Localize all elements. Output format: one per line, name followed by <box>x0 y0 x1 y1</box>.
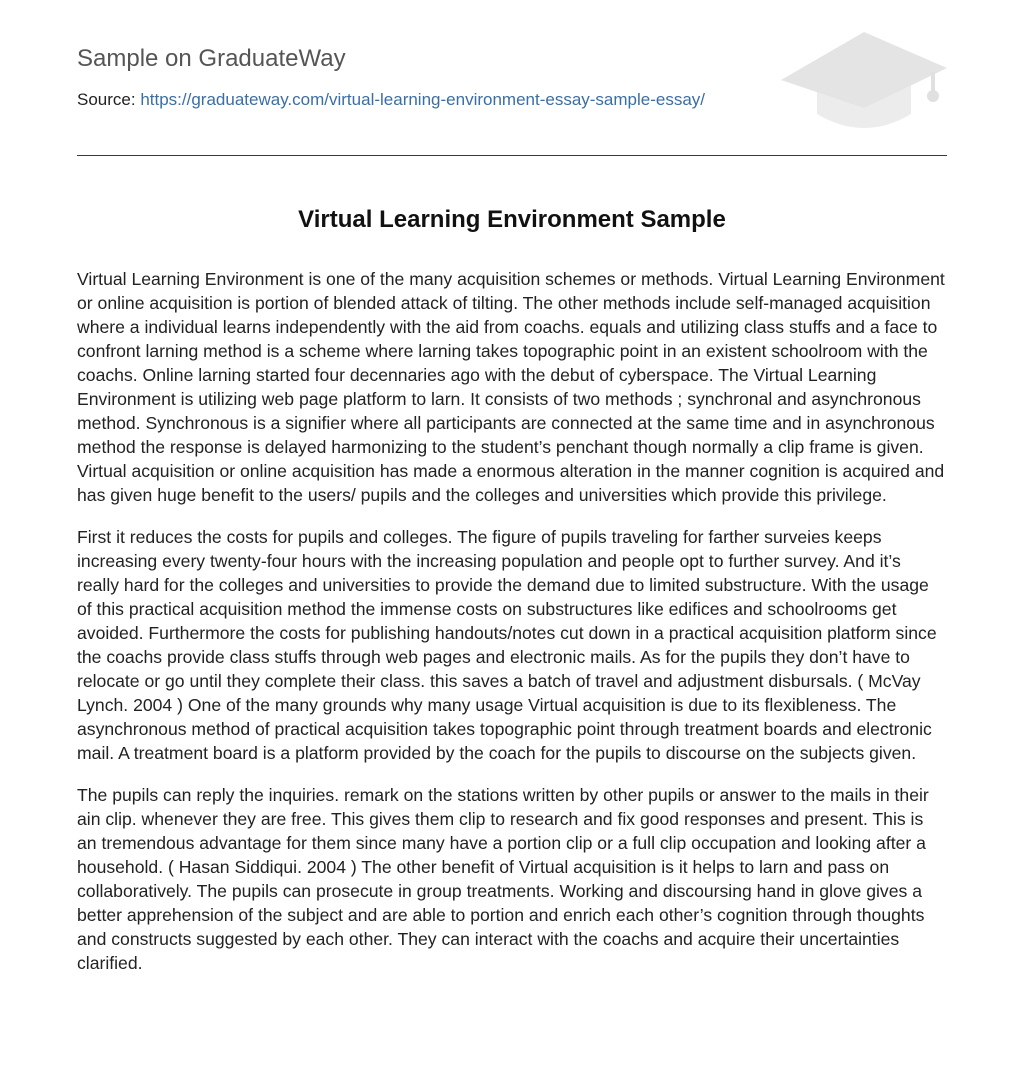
source-link[interactable]: https://graduateway.com/virtual-learning-environment-essay-sample-essay/ <box>140 90 706 109</box>
site-name: Sample on GraduateWay <box>77 45 346 72</box>
source-label: Source: <box>77 90 136 109</box>
article-body <box>77 267 947 993</box>
article-title: Virtual Learning Environment Sample <box>298 206 726 233</box>
source-line <box>77 89 705 111</box>
page-header <box>77 0 947 156</box>
header-divider <box>77 155 947 156</box>
article-paragraph: Virtual Learning Environment is one of the many acquisition schemes or methods. Virtual Learning Environment or online acquisition is portion of blended attack of tilting. The other methods include self-managed acquisition where a individual learns independently with the aid from coachs. equals and utilizing class stuffs and a face to confront larning method is a scheme where larning takes topographic point in an existent schoolroom with the coachs. Online larning started four decennaries ago with the debut of cyberspace. The Virtual Learning Environment is utilizing web page platform to larn. It consists of two methods ; synchronal and asynchronous method. Synchronous is a signifier where all participants are connected at the same time and in asynchronous method the response is delayed harmonizing to the student’s penchant though normally a clip frame is given. Virtual acquisition or online acquisition has made a enormous alteration in the manner cognition is acquired and has given huge benefit to the users/ pupils and the colleges and universities which provide this privilege. <box>77 269 945 505</box>
article-paragraph: First it reduces the costs for pupils and colleges. The figure of pupils traveling for farther surveies keeps increasing every twenty-four hours with the increasing population and people opt to further survey. And it’s really hard for the colleges and universities to provide the demand due to limited substructure. With the usage of this practical acquisition method the immense costs on substructures like edifices and schoolrooms get avoided. Furthermore the costs for publishing handouts/notes cut down in a practical acquisition platform since the coachs provide class stuffs through web pages and electronic mails. As for the pupils they don’t have to relocate or go until they complete their class. this saves a batch of travel and adjustment disbursals. ( McVay Lynch. 2004 ) One of the many grounds why many usage Virtual acquisition is due to its flexibleness. The asynchronous method of practical acquisition takes topographic point through treatment boards and electronic mail. A treatment board is a platform provided by the coach for the pupils to discourse on the subjects given. <box>77 527 937 763</box>
article-paragraph: The pupils can reply the inquiries. remark on the stations written by other pupils or answer to the mails in their ain clip. whenever they are free. This gives them clip to research and fix good responses and present. This is an tremendous advantage for them since many have a portion clip or a full clip occupation and looking after a household. ( Hasan Siddiqui. 2004 ) The other benefit of Virtual acquisition is it helps to larn and pass on collaboratively. The pupils can prosecute in group treatments. Working and discoursing hand in glove gives a better apprehension of the subject and are able to portion and enrich each other’s cognition through thoughts and constructs suggested by each other. They can interact with the coachs and acquire their uncertainties clarified. <box>77 785 929 973</box>
graduation-cap-icon <box>781 30 947 134</box>
